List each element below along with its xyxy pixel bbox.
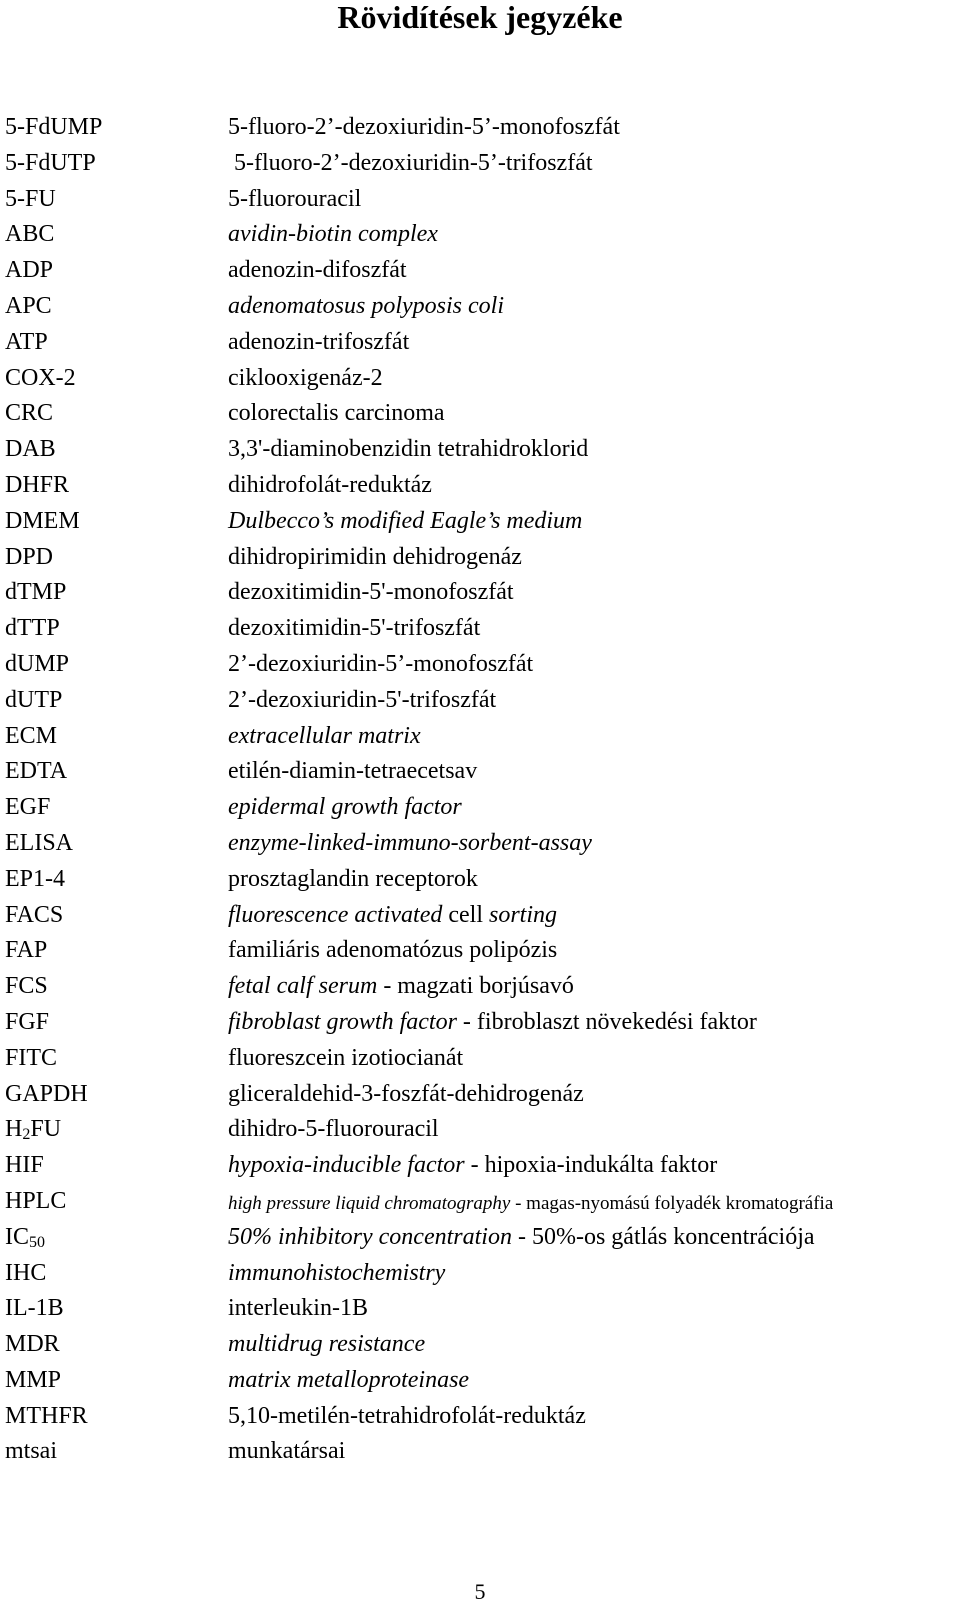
abbreviation-text: DMEM xyxy=(5,507,80,534)
abbreviation-term xyxy=(5,399,53,427)
definition-segment: - fibroblaszt növekedési faktor xyxy=(456,1008,757,1035)
abbreviation-text: HPLC xyxy=(5,1187,67,1214)
definition-segment: familiáris adenomatózus polipózis xyxy=(228,937,558,964)
definition-segment: dezoxitimidin-5'-monofoszfát xyxy=(228,579,514,606)
abbreviation-text: DPD xyxy=(5,543,54,570)
abbreviation-row xyxy=(0,1044,960,1080)
abbreviation-definition xyxy=(228,757,477,785)
abbreviation-definition xyxy=(228,1151,717,1179)
abbreviation-term xyxy=(5,578,66,606)
abbreviation-row xyxy=(0,578,960,614)
abbreviation-row xyxy=(0,1187,960,1223)
definition-segment: matrix metalloproteinase xyxy=(228,1366,470,1393)
abbreviation-text: DHFR xyxy=(5,471,70,498)
abbreviation-text: APC xyxy=(5,292,52,319)
abbreviation-term xyxy=(5,507,80,535)
abbreviation-term xyxy=(5,1259,46,1287)
definition-segment: fluoreszcein izotiocianát xyxy=(228,1044,464,1071)
abbreviation-text: ECM xyxy=(5,722,58,749)
definition-segment: colorectalis carcinoma xyxy=(228,400,445,427)
definition-segment: 3,3'-diaminobenzidin tetrahidroklorid xyxy=(228,436,589,463)
abbreviation-row xyxy=(0,543,960,579)
abbreviation-text: MDR xyxy=(5,1331,60,1358)
definition-segment: 5-fluoro-2’-dezoxiuridin-5’-trifoszfát xyxy=(234,149,593,176)
abbreviation-term xyxy=(5,757,67,785)
abbreviation-text: ELISA xyxy=(5,829,73,856)
abbreviation-definition xyxy=(228,292,504,320)
abbreviation-term xyxy=(5,292,52,320)
definition-segment: dihidro-5-fluorouracil xyxy=(228,1116,439,1143)
abbreviation-term xyxy=(5,936,47,964)
abbreviation-term xyxy=(5,901,63,929)
abbreviation-row xyxy=(0,972,960,1008)
definition-segment: - magas-nyomású folyadék kromatográfia xyxy=(510,1192,834,1214)
abbreviation-text: IL-1B xyxy=(5,1295,64,1322)
definition-segment: 50% inhibitory concentration xyxy=(228,1223,512,1250)
abbreviation-definition xyxy=(228,1115,439,1143)
abbreviation-text: FACS xyxy=(5,901,64,928)
definition-segment: - 50%-os gátlás koncentrációja xyxy=(511,1223,815,1250)
abbreviation-row xyxy=(0,507,960,543)
page-number: 5 xyxy=(474,1579,486,1604)
abbreviation-definition xyxy=(228,543,522,571)
abbreviation-definition xyxy=(228,399,445,427)
abbreviation-row xyxy=(0,1294,960,1330)
abbreviation-row xyxy=(0,292,960,328)
abbreviation-text: ADP xyxy=(5,257,54,284)
abbreviation-term xyxy=(5,471,69,499)
definition-segment: immunohistochemistry xyxy=(228,1259,446,1286)
abbreviation-row xyxy=(0,1115,960,1151)
abbreviation-row xyxy=(0,471,960,507)
abbreviation-row xyxy=(0,793,960,829)
abbreviation-definition xyxy=(228,1259,445,1287)
abbreviation-term xyxy=(5,1437,57,1465)
abbreviation-definition xyxy=(228,435,588,463)
abbreviation-row xyxy=(0,1008,960,1044)
abbreviation-term xyxy=(5,220,54,248)
abbreviation-definition xyxy=(228,364,383,392)
abbreviation-row xyxy=(0,149,960,185)
abbreviation-text: CRC xyxy=(5,400,54,427)
abbreviation-term xyxy=(5,1402,88,1430)
abbreviation-term xyxy=(5,1044,57,1072)
abbreviation-text: EP1-4 xyxy=(5,865,65,892)
abbreviation-text: IC xyxy=(5,1223,29,1250)
definition-segment: enzyme-linked-immuno-sorbent-assay xyxy=(228,829,592,856)
abbreviation-row xyxy=(0,865,960,901)
definition-segment: hypoxia-inducible factor xyxy=(228,1152,465,1179)
abbreviation-definition xyxy=(228,793,462,821)
abbreviation-text: FGF xyxy=(5,1008,50,1035)
abbreviation-row xyxy=(0,1151,960,1187)
abbreviation-definition xyxy=(228,328,409,356)
abbreviation-definition xyxy=(228,829,592,857)
abbreviation-text: dTTP xyxy=(5,615,60,642)
definition-segment: 5-fluorouracil xyxy=(228,185,362,212)
abbreviation-text: MMP xyxy=(5,1366,62,1393)
abbreviation-definition xyxy=(228,220,438,248)
abbreviation-definition xyxy=(228,614,480,642)
abbreviation-definition xyxy=(228,865,478,893)
abbreviation-definition xyxy=(228,650,533,678)
abbreviation-term xyxy=(5,722,57,750)
abbreviation-text: ATP xyxy=(5,328,48,355)
definition-segment: dihidrofolát-reduktáz xyxy=(228,471,432,498)
abbreviation-row xyxy=(0,364,960,400)
definition-segment: avidin-biotin complex xyxy=(228,221,438,248)
abbreviation-term xyxy=(5,328,48,356)
abbreviation-term xyxy=(5,650,69,678)
abbreviation-definition xyxy=(228,185,361,213)
abbreviation-term xyxy=(5,865,65,893)
abbreviation-row xyxy=(0,328,960,364)
abbreviation-text: EGF xyxy=(5,794,51,821)
abbreviation-list xyxy=(0,113,960,1473)
abbreviation-term xyxy=(5,435,56,463)
abbreviation-row xyxy=(0,757,960,793)
abbreviation-text: dUTP xyxy=(5,686,63,713)
abbreviation-term xyxy=(5,1187,66,1215)
definition-segment: epidermal growth factor xyxy=(228,794,462,821)
abbreviation-text: H xyxy=(5,1116,23,1143)
definition-segment: sorting xyxy=(489,901,558,928)
definition-segment: munkatársai xyxy=(228,1438,346,1465)
abbreviation-term xyxy=(5,1223,45,1257)
abbreviation-definition xyxy=(228,901,557,929)
abbreviation-definition xyxy=(228,1330,425,1358)
definition-segment: ciklooxigenáz-2 xyxy=(228,364,383,391)
definition-segment: dihidropirimidin dehidrogenáz xyxy=(228,543,522,570)
abbreviation-row xyxy=(0,399,960,435)
definition-segment: high pressure liquid chromatography xyxy=(228,1192,511,1214)
abbreviation-definition xyxy=(228,1437,345,1465)
abbreviation-term xyxy=(5,149,96,177)
abbreviation-definition xyxy=(228,1402,586,1430)
abbreviation-row xyxy=(0,1080,960,1116)
abbreviation-term xyxy=(5,793,50,821)
abbreviation-text: DAB xyxy=(5,436,56,463)
abbreviation-text: MTHFR xyxy=(5,1402,88,1429)
abbreviation-term xyxy=(5,364,76,392)
abbreviation-definition xyxy=(228,1223,815,1251)
abbreviation-definition xyxy=(234,149,593,177)
definition-segment: 2’-dezoxiuridin-5'-trifoszfát xyxy=(228,686,497,713)
abbreviation-definition xyxy=(228,1080,584,1108)
abbreviation-row xyxy=(0,1437,960,1473)
abbreviation-text: mtsai xyxy=(5,1438,57,1465)
abbreviation-definition xyxy=(228,1190,833,1218)
abbreviation-row xyxy=(0,686,960,722)
abbreviation-text: FAP xyxy=(5,937,48,964)
abbreviation-row xyxy=(0,1259,960,1295)
definition-segment: adenozin-trifoszfát xyxy=(228,328,410,355)
abbreviation-term xyxy=(5,1366,61,1394)
abbreviation-row xyxy=(0,1223,960,1259)
abbreviation-term xyxy=(5,543,53,571)
abbreviation-term xyxy=(5,1080,88,1108)
abbreviation-row xyxy=(0,614,960,650)
abbreviation-text: 5-FdUTP xyxy=(5,149,96,176)
abbreviation-row xyxy=(0,650,960,686)
abbreviation-term xyxy=(5,972,48,1000)
definition-segment: 2’-dezoxiuridin-5’-monofoszfát xyxy=(228,650,534,677)
abbreviation-definition xyxy=(228,256,407,284)
definition-segment: prosztaglandin receptorok xyxy=(228,865,478,892)
abbreviation-text: 5-FU xyxy=(5,185,56,212)
abbreviation-text: EDTA xyxy=(5,758,68,785)
abbreviation-text: dTMP xyxy=(5,579,67,606)
abbreviation-text: dUMP xyxy=(5,650,70,677)
abbreviation-definition xyxy=(228,936,557,964)
abbreviation-term xyxy=(5,686,62,714)
abbreviation-term xyxy=(5,1151,44,1179)
abbreviation-definition xyxy=(228,686,496,714)
abbreviation-text: HIF xyxy=(5,1152,44,1179)
abbreviation-row xyxy=(0,435,960,471)
abbreviation-row xyxy=(0,1330,960,1366)
abbreviation-definition xyxy=(228,1044,463,1072)
abbreviation-subscript: 2 xyxy=(22,1126,31,1144)
abbreviation-definition xyxy=(228,972,574,1000)
abbreviation-definition xyxy=(228,1294,368,1322)
definition-segment: - hipoxia-indukálta faktor xyxy=(464,1152,718,1179)
definition-segment: interleukin-1B xyxy=(228,1295,368,1322)
abbreviation-text: FITC xyxy=(5,1044,58,1071)
abbreviation-row xyxy=(0,722,960,758)
abbreviation-row xyxy=(0,1366,960,1402)
abbreviation-definition xyxy=(228,578,514,606)
abbreviation-term xyxy=(5,185,56,213)
abbreviation-term xyxy=(5,113,102,141)
abbreviation-term xyxy=(5,614,60,642)
definition-segment: extracellular matrix xyxy=(228,722,421,749)
abbreviation-term xyxy=(5,1008,49,1036)
abbreviation-row xyxy=(0,901,960,937)
abbreviation-text: COX-2 xyxy=(5,364,76,391)
definition-segment: etilén-diamin-tetraecetsav xyxy=(228,758,478,785)
page-title: Rövidítések jegyzéke xyxy=(337,0,623,35)
definition-segment: gliceraldehid-3-foszfát-dehidrogenáz xyxy=(228,1080,584,1107)
definition-segment: adenomatosus polyposis coli xyxy=(228,292,504,319)
abbreviation-row xyxy=(0,936,960,972)
definition-segment: dezoxitimidin-5'-trifoszfát xyxy=(228,615,481,642)
abbreviation-definition xyxy=(228,1008,757,1036)
definition-segment: fetal calf serum xyxy=(228,973,378,1000)
abbreviation-row xyxy=(0,220,960,256)
abbreviation-text-tail: FU xyxy=(30,1116,62,1143)
definition-segment: 5-fluoro-2’-dezoxiuridin-5’-monofoszfát xyxy=(228,114,620,140)
definition-segment: adenozin-difoszfát xyxy=(228,257,407,284)
abbreviation-text: FCS xyxy=(5,973,48,1000)
abbreviation-subscript: 50 xyxy=(29,1233,45,1251)
abbreviation-term xyxy=(5,1115,61,1149)
definition-segment: fibroblast growth factor xyxy=(228,1008,457,1035)
abbreviation-term xyxy=(5,829,73,857)
definition-segment: cell xyxy=(442,901,489,928)
abbreviation-row xyxy=(0,185,960,221)
abbreviation-definition xyxy=(228,722,421,750)
abbreviation-row xyxy=(0,113,960,149)
abbreviation-term xyxy=(5,256,53,284)
abbreviation-row xyxy=(0,1402,960,1438)
abbreviation-text: 5-FdUMP xyxy=(5,114,103,140)
abbreviation-text: GAPDH xyxy=(5,1080,88,1107)
abbreviation-definition xyxy=(228,471,432,499)
abbreviation-row xyxy=(0,829,960,865)
definition-segment: multidrug resistance xyxy=(228,1331,426,1358)
abbreviation-term xyxy=(5,1294,64,1322)
abbreviation-definition xyxy=(228,507,582,535)
definition-segment: - magzati borjúsavó xyxy=(377,973,574,1000)
abbreviation-definition xyxy=(228,1366,469,1394)
definition-segment: Dulbecco’s modified Eagle’s medium xyxy=(228,507,583,534)
abbreviation-text: ABC xyxy=(5,221,55,248)
definition-segment: 5,10-metilén-tetrahidrofolát-reduktáz xyxy=(228,1402,586,1429)
abbreviation-definition xyxy=(228,113,620,141)
abbreviation-row xyxy=(0,256,960,292)
abbreviation-term xyxy=(5,1330,60,1358)
abbreviation-text: IHC xyxy=(5,1259,47,1286)
definition-segment: fluorescence activated xyxy=(228,901,443,928)
